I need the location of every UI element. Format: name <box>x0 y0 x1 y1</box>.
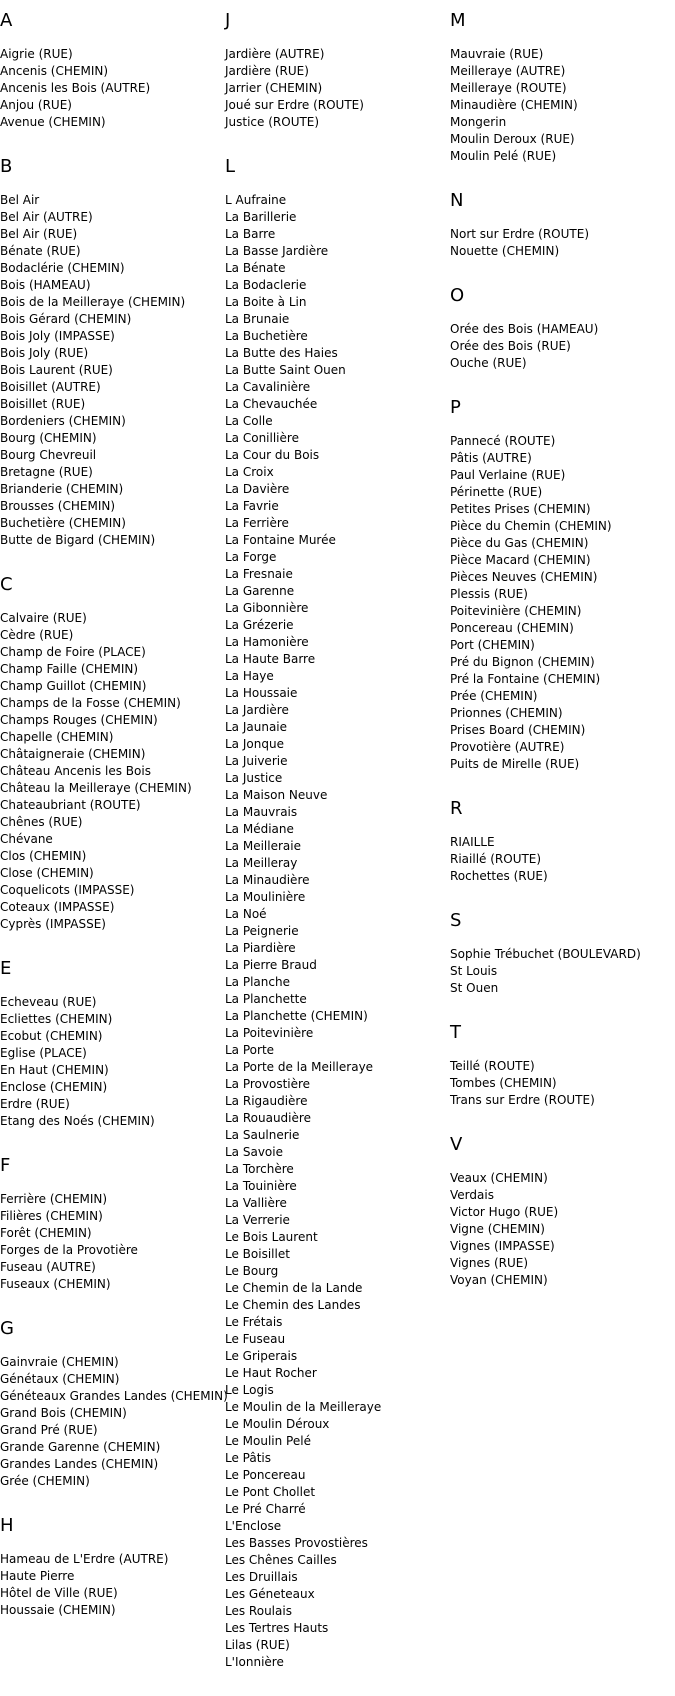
street-list-item: La Butte Saint Ouen <box>225 363 346 377</box>
street-list-item: La Barillerie <box>225 210 297 224</box>
letter-section <box>450 190 672 260</box>
street-list-item: Le Pont Chollet <box>225 1485 316 1499</box>
street-list-item: Pannecé (ROUTE) <box>450 434 556 448</box>
street-list-item: Gainvraie (CHEMIN) <box>0 1355 119 1369</box>
street-list-item: La Bodaclerie <box>225 278 307 292</box>
street-list-item: Bénate (RUE) <box>0 244 81 258</box>
street-list-item: Grande Garenne (CHEMIN) <box>0 1440 161 1454</box>
street-list-item: Verdais <box>450 1188 494 1202</box>
street-list-item: La Porte <box>225 1043 275 1057</box>
street-list-item: La Bénate <box>225 261 286 275</box>
street-list <box>0 994 222 1130</box>
letter-section <box>0 156 222 549</box>
street-list-item: Bois Laurent (RUE) <box>0 363 113 377</box>
street-list <box>450 1170 672 1289</box>
street-list-item: Brousses (CHEMIN) <box>0 499 116 513</box>
street-list-item: Le Logis <box>225 1383 274 1397</box>
street-list-item: Minaudière (CHEMIN) <box>450 98 578 112</box>
section-letter-heading: E <box>0 958 12 979</box>
street-list-item: La Colle <box>225 414 273 428</box>
section-letter-heading: O <box>450 285 465 306</box>
street-list-item: Echeveau (RUE) <box>0 995 97 1009</box>
index-column <box>0 10 228 1644</box>
street-list-item: Bordeniers (CHEMIN) <box>0 414 126 428</box>
street-list-item: Fuseau (AUTRE) <box>0 1260 96 1274</box>
street-list <box>450 1058 672 1109</box>
street-list-item: Grée (CHEMIN) <box>0 1474 90 1488</box>
letter-section <box>0 574 222 933</box>
street-list-item: Chateaubriant (ROUTE) <box>0 798 141 812</box>
street-list-item: Meilleraye (AUTRE) <box>450 64 566 78</box>
letter-section <box>225 156 447 1671</box>
street-list-item: La Planchette (CHEMIN) <box>225 1009 368 1023</box>
street-list-item: Jardière (RUE) <box>225 64 309 78</box>
street-list-item: Bourg (CHEMIN) <box>0 431 97 445</box>
street-list-item: Grandes Landes (CHEMIN) <box>0 1457 159 1471</box>
street-list-item: Etang des Noés (CHEMIN) <box>0 1114 155 1128</box>
street-list-item: Close (CHEMIN) <box>0 866 94 880</box>
street-list-item: Houssaie (CHEMIN) <box>0 1603 116 1617</box>
street-list <box>450 834 672 885</box>
street-list-item: Pièce du Gas (CHEMIN) <box>450 536 589 550</box>
street-list-item: Clos (CHEMIN) <box>0 849 87 863</box>
street-list-item: Anjou (RUE) <box>0 98 72 112</box>
street-list-item: Pièce du Chemin (CHEMIN) <box>450 519 612 533</box>
street-list-item: Chapelle (CHEMIN) <box>0 730 114 744</box>
street-list-item: Champ de Foire (PLACE) <box>0 645 146 659</box>
street-list-item: RIAILLE <box>450 835 495 849</box>
street-list-item: Bois de la Meilleraye (CHEMIN) <box>0 295 186 309</box>
street-list-item: La Fontaine Murée <box>225 533 336 547</box>
street-list-item: L'Enclose <box>225 1519 282 1533</box>
street-list-item: La Pierre Braud <box>225 958 317 972</box>
street-list-item: La Rigaudière <box>225 1094 308 1108</box>
street-list-item: La Jardière <box>225 703 289 717</box>
section-letter-heading: G <box>0 1318 14 1339</box>
street-list-item: Coquelicots (IMPASSE) <box>0 883 135 897</box>
section-letter-heading: J <box>225 10 231 31</box>
letter-section <box>450 285 672 372</box>
street-list-item: Ouche (RUE) <box>450 356 527 370</box>
street-list-item: Eglise (PLACE) <box>0 1046 87 1060</box>
street-list-item: Champ Faille (CHEMIN) <box>0 662 139 676</box>
street-list-item: Hameau de L'Erdre (AUTRE) <box>0 1552 169 1566</box>
street-list-item: Bel Air <box>0 193 40 207</box>
index-column <box>450 10 672 1314</box>
street-list-item: La Rouaudière <box>225 1111 311 1125</box>
street-list-item: La Cavalinière <box>225 380 311 394</box>
street-list-item: Puits de Mirelle (RUE) <box>450 757 580 771</box>
street-list-item: Jarrier (CHEMIN) <box>225 81 323 95</box>
street-list-item: Port (CHEMIN) <box>450 638 535 652</box>
street-list-item: Avenue (CHEMIN) <box>0 115 106 129</box>
street-list-item: Orée des Bois (HAMEAU) <box>450 322 599 336</box>
letter-section <box>450 798 672 885</box>
street-list <box>225 192 447 1671</box>
street-list-item: Bel Air (RUE) <box>0 227 78 241</box>
street-list <box>450 946 672 997</box>
street-list-item: Bourg Chevreuil <box>0 448 97 462</box>
street-list-item: Château Ancenis les Bois <box>0 764 151 778</box>
street-list-item: Meilleraye (ROUTE) <box>450 81 567 95</box>
street-list-item: Pièce Macard (CHEMIN) <box>450 553 591 567</box>
street-list-item: Poncereau (CHEMIN) <box>450 621 574 635</box>
street-list-item: Ancenis (CHEMIN) <box>0 64 109 78</box>
street-list-item: La Minaudière <box>225 873 310 887</box>
street-list-item: Rochettes (RUE) <box>450 869 548 883</box>
street-list-item: Coteaux (IMPASSE) <box>0 900 115 914</box>
section-letter-heading: P <box>450 397 461 418</box>
section-letter-heading: B <box>0 156 13 177</box>
street-list-item: La Porte de la Meilleraye <box>225 1060 374 1074</box>
street-list-item: Le Moulin de la Meilleraye <box>225 1400 382 1414</box>
street-list-item: Pâtis (AUTRE) <box>450 451 532 465</box>
street-list-item: Bois Joly (IMPASSE) <box>0 329 115 343</box>
street-list-item: Buchetière (CHEMIN) <box>0 516 126 530</box>
street-list-item: Ecobut (CHEMIN) <box>0 1029 103 1043</box>
street-list-item: Le Pâtis <box>225 1451 272 1465</box>
street-list-item: Lilas (RUE) <box>225 1638 290 1652</box>
street-list-item: Orée des Bois (RUE) <box>450 339 571 353</box>
street-list-item: La Grézerie <box>225 618 294 632</box>
street-list-item: Bois (HAMEAU) <box>0 278 91 292</box>
street-list-item: Forêt (CHEMIN) <box>0 1226 92 1240</box>
street-list <box>450 226 672 260</box>
street-list-item: Périnette (RUE) <box>450 485 543 499</box>
street-list-item: Grand Bois (CHEMIN) <box>0 1406 127 1420</box>
street-list-item: La Juiverie <box>225 754 288 768</box>
section-letter-heading: R <box>450 798 463 819</box>
street-list-item: Le Moulin Déroux <box>225 1417 330 1431</box>
street-list-item: Teillé (ROUTE) <box>450 1059 535 1073</box>
street-list-item: Le Bourg <box>225 1264 279 1278</box>
street-list-item: La Torchère <box>225 1162 294 1176</box>
street-list-item: La Médiane <box>225 822 294 836</box>
section-letter-heading: H <box>0 1515 14 1536</box>
street-list-item: La Saulnerie <box>225 1128 300 1142</box>
street-list-item: La Mauvrais <box>225 805 298 819</box>
street-list-item: Petites Prises (CHEMIN) <box>450 502 591 516</box>
street-list-item: La Houssaie <box>225 686 298 700</box>
letter-section <box>450 1022 672 1109</box>
street-list-item: La Boite à Lin <box>225 295 307 309</box>
street-list-item: L Aufraine <box>225 193 287 207</box>
street-list-item: La Planche <box>225 975 290 989</box>
street-list <box>0 1191 222 1293</box>
street-list-item: La Cour du Bois <box>225 448 320 462</box>
street-list-item: Ecliettes (CHEMIN) <box>0 1012 113 1026</box>
street-list-item: Vignes (IMPASSE) <box>450 1239 555 1253</box>
street-list-item: Le Fuseau <box>225 1332 286 1346</box>
street-list-item: La Provostière <box>225 1077 311 1091</box>
street-list-item: Château la Meilleraye (CHEMIN) <box>0 781 192 795</box>
street-list-item: Filières (CHEMIN) <box>0 1209 103 1223</box>
street-list-item: La Touinière <box>225 1179 297 1193</box>
street-list-item: Le Pré Charré <box>225 1502 306 1516</box>
street-list-item: Hôtel de Ville (RUE) <box>0 1586 118 1600</box>
street-list-item: Boisillet (RUE) <box>0 397 86 411</box>
street-list <box>225 46 447 131</box>
street-list-item: La Davière <box>225 482 290 496</box>
street-list-item: Le Chemin de la Lande <box>225 1281 363 1295</box>
street-list-item: Bois Gérard (CHEMIN) <box>0 312 132 326</box>
street-list-item: Calvaire (RUE) <box>0 611 87 625</box>
section-letter-heading: C <box>0 574 13 595</box>
letter-section <box>0 10 222 131</box>
street-list-item: La Fresnaie <box>225 567 293 581</box>
street-list-item: Erdre (RUE) <box>0 1097 70 1111</box>
street-list-item: Les Roulais <box>225 1604 292 1618</box>
street-list-item: Veaux (CHEMIN) <box>450 1171 548 1185</box>
section-letter-heading: V <box>450 1134 463 1155</box>
street-list-item: La Jonque <box>225 737 284 751</box>
street-list <box>450 46 672 165</box>
street-list-item: Bois Joly (RUE) <box>0 346 89 360</box>
street-list-item: La Basse Jardière <box>225 244 329 258</box>
street-list-item: Sophie Trébuchet (BOULEVARD) <box>450 947 641 961</box>
street-list <box>0 46 222 131</box>
street-list-item: Bodaclérie (CHEMIN) <box>0 261 125 275</box>
index-column <box>225 10 447 1696</box>
street-list-item: Trans sur Erdre (ROUTE) <box>450 1093 595 1107</box>
street-list-item: Enclose (CHEMIN) <box>0 1080 108 1094</box>
street-list-item: Voyan (CHEMIN) <box>450 1273 548 1287</box>
street-list-item: Cèdre (RUE) <box>0 628 74 642</box>
street-list-item: La Conillière <box>225 431 299 445</box>
street-list-item: Haute Pierre <box>0 1569 75 1583</box>
street-list-item: La Ferrière <box>225 516 289 530</box>
street-list-item: La Buchetière <box>225 329 308 343</box>
section-letter-heading: A <box>0 10 13 31</box>
street-list <box>0 1354 228 1490</box>
street-list-item: Mauvraie (RUE) <box>450 47 544 61</box>
street-list-item: Joué sur Erdre (ROUTE) <box>225 98 364 112</box>
street-list-item: Prises Board (CHEMIN) <box>450 723 586 737</box>
street-list-item: Prée (CHEMIN) <box>450 689 538 703</box>
street-list-item: Les Druillais <box>225 1570 298 1584</box>
street-list <box>450 433 672 773</box>
street-list-item: La Garenne <box>225 584 295 598</box>
street-list-item: Bretagne (RUE) <box>0 465 93 479</box>
section-letter-heading: T <box>450 1022 461 1043</box>
section-letter-heading: L <box>225 156 236 177</box>
street-list-item: Les Chênes Cailles <box>225 1553 337 1567</box>
street-list-item: Boisillet (AUTRE) <box>0 380 101 394</box>
street-list-item: Butte de Bigard (CHEMIN) <box>0 533 156 547</box>
street-list-item: Prionnes (CHEMIN) <box>450 706 563 720</box>
street-list-item: Nort sur Erdre (ROUTE) <box>450 227 590 241</box>
street-list-item: La Moulinière <box>225 890 306 904</box>
street-list-item: La Piardière <box>225 941 296 955</box>
street-list-item: La Gibonnière <box>225 601 309 615</box>
street-list-item: St Louis <box>450 964 498 978</box>
street-list-item: La Peignerie <box>225 924 299 938</box>
street-list-item: Le Chemin des Landes <box>225 1298 361 1312</box>
street-list-item: Mongerin <box>450 115 507 129</box>
street-list <box>0 192 222 549</box>
street-list-item: La Justice <box>225 771 283 785</box>
street-list-item: Le Moulin Pelé <box>225 1434 311 1448</box>
street-list-item: La Haye <box>225 669 274 683</box>
street-list-item: La Verrerie <box>225 1213 290 1227</box>
street-list-item: Justice (ROUTE) <box>225 115 320 129</box>
street-list <box>0 610 222 933</box>
street-list-item: Chênes (RUE) <box>0 815 83 829</box>
street-list-item: Moulin Pelé (RUE) <box>450 149 557 163</box>
letter-section <box>450 1134 672 1289</box>
street-list-item: La Noé <box>225 907 267 921</box>
street-list-item: Le Poncereau <box>225 1468 306 1482</box>
street-list-item: Le Haut Rocher <box>225 1366 317 1380</box>
street-list-item: Champ Guillot (CHEMIN) <box>0 679 147 693</box>
street-list-item: La Barre <box>225 227 276 241</box>
street-list-item: L'Ionnière <box>225 1655 284 1669</box>
letter-section <box>450 10 672 165</box>
street-list-item: La Forge <box>225 550 277 564</box>
street-list-item: Aigrie (RUE) <box>0 47 73 61</box>
street-list-item: Ferrière (CHEMIN) <box>0 1192 108 1206</box>
street-list-item: Riaillé (ROUTE) <box>450 852 542 866</box>
street-list-item: Les Tertres Hauts <box>225 1621 329 1635</box>
street-list-item: Fuseaux (CHEMIN) <box>0 1277 111 1291</box>
street-list-item: Champs de la Fosse (CHEMIN) <box>0 696 181 710</box>
street-list-item: Moulin Deroux (RUE) <box>450 132 575 146</box>
street-list-item: En Haut (CHEMIN) <box>0 1063 109 1077</box>
street-list-item: Chévane <box>0 832 53 846</box>
street-list <box>0 1551 222 1619</box>
street-list-item: La Meilleraie <box>225 839 301 853</box>
street-list-item: Bel Air (AUTRE) <box>0 210 93 224</box>
street-list-item: La Meilleray <box>225 856 298 870</box>
street-list-item: Victor Hugo (RUE) <box>450 1205 559 1219</box>
letter-section <box>0 958 222 1130</box>
street-list-item: Pièces Neuves (CHEMIN) <box>450 570 598 584</box>
letter-section <box>225 10 447 131</box>
street-list-item: Nouette (CHEMIN) <box>450 244 560 258</box>
street-list-item: Jardière (AUTRE) <box>225 47 325 61</box>
street-list-item: Le Bois Laurent <box>225 1230 318 1244</box>
street-list-item: La Butte des Haies <box>225 346 338 360</box>
section-letter-heading: N <box>450 190 464 211</box>
street-list-item: Champs Rouges (CHEMIN) <box>0 713 158 727</box>
section-letter-heading: F <box>0 1155 11 1176</box>
street-list-item: La Hamonière <box>225 635 309 649</box>
street-list-item: La Haute Barre <box>225 652 316 666</box>
letter-section <box>0 1155 222 1293</box>
street-list-item: Forges de la Provotière <box>0 1243 138 1257</box>
street-list-item: Le Frétais <box>225 1315 283 1329</box>
street-list-item: Tombes (CHEMIN) <box>450 1076 557 1090</box>
street-list-item: Châtaigneraie (CHEMIN) <box>0 747 146 761</box>
street-list-item: Plessis (RUE) <box>450 587 528 601</box>
letter-section <box>450 910 672 997</box>
street-list-item: La Maison Neuve <box>225 788 328 802</box>
street-list-item: La Planchette <box>225 992 307 1006</box>
street-list-item: Génétaux (CHEMIN) <box>0 1372 120 1386</box>
section-letter-heading: M <box>450 10 466 31</box>
street-list-item: Pré la Fontaine (CHEMIN) <box>450 672 601 686</box>
street-list-item: Vigne (CHEMIN) <box>450 1222 545 1236</box>
street-list-item: Cyprès (IMPASSE) <box>0 917 106 931</box>
street-list <box>450 321 672 372</box>
street-list-item: La Favrie <box>225 499 279 513</box>
street-list-item: La Savoie <box>225 1145 283 1159</box>
street-list-item: Généteaux Grandes Landes (CHEMIN) <box>0 1389 228 1403</box>
street-list-item: Brianderie (CHEMIN) <box>0 482 124 496</box>
street-list-item: Ancenis les Bois (AUTRE) <box>0 81 151 95</box>
street-list-item: Le Boisillet <box>225 1247 290 1261</box>
street-list-item: La Chevauchée <box>225 397 318 411</box>
street-list-item: Vignes (RUE) <box>450 1256 529 1270</box>
street-list-item: La Vallière <box>225 1196 287 1210</box>
street-list-item: Les Géneteaux <box>225 1587 315 1601</box>
street-list-item: Paul Verlaine (RUE) <box>450 468 566 482</box>
section-letter-heading: S <box>450 910 462 931</box>
street-list-item: La Brunaie <box>225 312 290 326</box>
street-list-item: La Croix <box>225 465 274 479</box>
street-list-item: Le Griperais <box>225 1349 298 1363</box>
street-list-item: Poitevinière (CHEMIN) <box>450 604 582 618</box>
street-list-item: Pré du Bignon (CHEMIN) <box>450 655 595 669</box>
street-list-item: Provotière (AUTRE) <box>450 740 565 754</box>
street-list-item: La Poitevinière <box>225 1026 314 1040</box>
letter-section <box>450 397 672 773</box>
letter-section <box>0 1515 222 1619</box>
street-list-item: Grand Pré (RUE) <box>0 1423 98 1437</box>
letter-section <box>0 1318 228 1490</box>
street-list-item: St Ouen <box>450 981 499 995</box>
street-list-item: La Jaunaie <box>225 720 288 734</box>
street-list-item: Les Basses Provostières <box>225 1536 368 1550</box>
